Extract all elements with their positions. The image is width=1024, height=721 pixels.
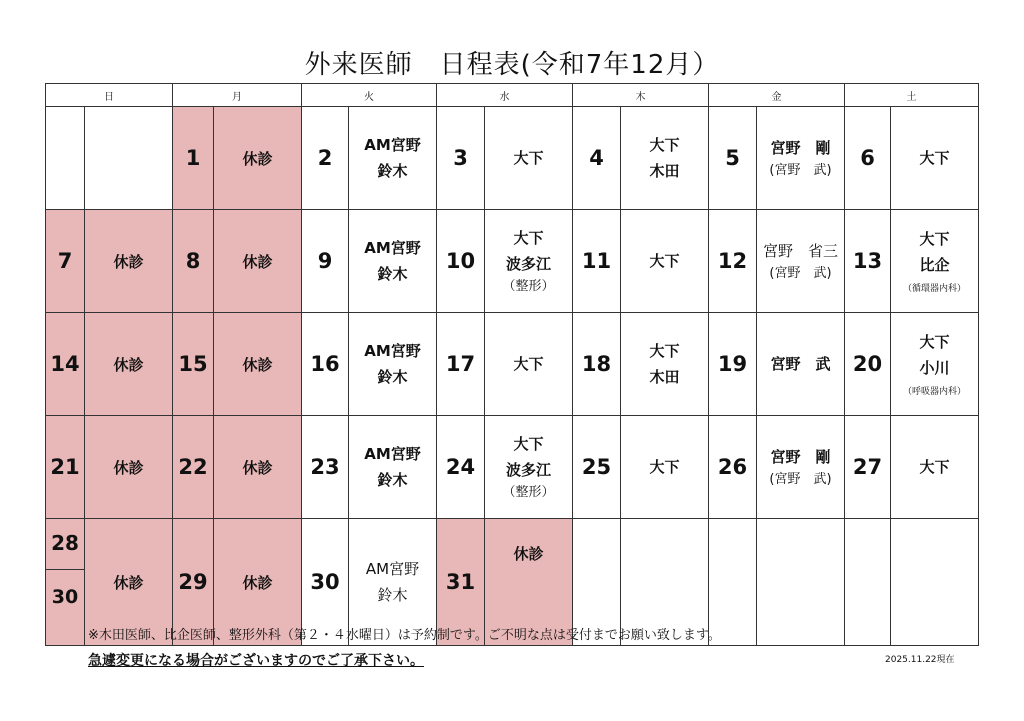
doctor-line: 木田: [649, 368, 680, 386]
doctor-line: 大下: [513, 149, 544, 167]
day-number: 1: [173, 107, 214, 210]
closed-label: 休診: [214, 416, 302, 519]
day-number: 31: [437, 519, 485, 646]
schedule-table: [45, 83, 979, 646]
day-number: 2: [302, 107, 349, 210]
day-number: 5: [709, 107, 757, 210]
weekday-sun: 日: [46, 84, 173, 107]
empty-cell: [757, 519, 845, 646]
doctor-line: 大下: [513, 435, 544, 453]
closed-label: 休診: [214, 519, 302, 646]
closed-label: 休診: [485, 519, 573, 646]
day-doctors: [621, 313, 709, 416]
closed-label: 休診: [214, 313, 302, 416]
doctor-line: AM宮野: [364, 342, 421, 360]
day-number: 16: [302, 313, 349, 416]
weekday-fri: 金: [709, 84, 845, 107]
day-number: 30: [302, 519, 349, 646]
week-row-3: [46, 313, 979, 416]
week-row-4: [46, 416, 979, 519]
day-number: 18: [573, 313, 621, 416]
doctor-line: 大下: [649, 458, 680, 476]
week-row-2: [46, 210, 979, 313]
day-doctors: [349, 107, 437, 210]
doctor-sub-line: (宮野 武): [769, 163, 832, 178]
empty-cell: [891, 519, 979, 646]
weekday-mon: 月: [173, 84, 302, 107]
doctor-line: 比企: [919, 256, 950, 274]
day-doctors: [621, 416, 709, 519]
day-doctors: [485, 416, 573, 519]
day-number: 24: [437, 416, 485, 519]
day-number: 25: [573, 416, 621, 519]
change-warning: 急遽変更になる場合がございますのでご了承下さい。: [88, 653, 424, 669]
weekday-header-row: [46, 84, 979, 107]
day-doctors: [485, 313, 573, 416]
doctor-line: AM宮野: [364, 445, 421, 463]
doctor-line: 小川: [919, 359, 950, 377]
day-number: 29: [173, 519, 214, 646]
doctor-line: 宮野 剛: [770, 139, 831, 157]
page-title: 外来医師 日程表(令和7年12月）: [304, 50, 720, 80]
doctor-line: 宮野 剛: [770, 448, 831, 466]
department-note: （循環器内科）: [902, 284, 966, 294]
as-of-date: 2025.11.22現在: [885, 655, 955, 665]
day-doctors: [349, 210, 437, 313]
doctor-line: 大下: [649, 252, 680, 270]
doctor-line: 鈴木: [377, 586, 408, 604]
doctor-line: 鈴木: [377, 162, 408, 180]
day-number: 21: [46, 416, 85, 519]
doctor-line: 大下: [649, 342, 680, 360]
doctor-line: 宮野 武: [770, 355, 831, 373]
day-number: 23: [302, 416, 349, 519]
closed-label: 休診: [85, 519, 173, 646]
weekday-sat: 土: [845, 84, 979, 107]
day-number: 10: [437, 210, 485, 313]
doctor-line: AM宮野: [364, 239, 421, 257]
day-number-split: [46, 519, 85, 646]
doctor-line: 大下: [513, 229, 544, 247]
day-number: 19: [709, 313, 757, 416]
day-doctors: [891, 416, 979, 519]
reservation-note: ※木田医師、比企医師、整形外科（第２・４水曜日）は予約制です。ご不明な点は受付までお願い致します。: [88, 628, 721, 643]
closed-label: 休診: [85, 210, 173, 313]
doctor-line: 鈴木: [377, 265, 408, 283]
closed-label: 休診: [85, 313, 173, 416]
day-doctors: [85, 107, 173, 210]
doctor-line: AM宮野: [364, 136, 421, 154]
doctor-line: 大下: [649, 136, 680, 154]
day-doctors: [485, 107, 573, 210]
day-number: 8: [173, 210, 214, 313]
day-number: 20: [845, 313, 891, 416]
day-number: 11: [573, 210, 621, 313]
day-number: 30: [51, 586, 79, 608]
day-doctors: [891, 107, 979, 210]
day-number: 13: [845, 210, 891, 313]
doctor-line: 鈴木: [377, 471, 408, 489]
day-doctors: [485, 210, 573, 313]
week-row-1: [46, 107, 979, 210]
doctor-line: 大下: [919, 149, 950, 167]
doctor-line: AM宮野: [365, 560, 420, 578]
doctor-line: 大下: [919, 458, 950, 476]
doctor-sub-line: （整形）: [502, 279, 555, 294]
doctor-line: 波多江: [505, 255, 551, 273]
day-number: 4: [573, 107, 621, 210]
day-doctors: [757, 107, 845, 210]
day-doctors: [757, 313, 845, 416]
day-doctors: [891, 210, 979, 313]
day-number: 26: [709, 416, 757, 519]
day-doctors: [621, 210, 709, 313]
day-number: 22: [173, 416, 214, 519]
day-number: 3: [437, 107, 485, 210]
closed-label: 休診: [85, 416, 173, 519]
day-doctors: [349, 416, 437, 519]
day-number: 12: [709, 210, 757, 313]
doctor-line: 宮野 省三: [762, 242, 838, 260]
empty-cell: [845, 519, 891, 646]
department-note: （呼吸器内科）: [902, 387, 966, 397]
weekday-tue: 火: [302, 84, 437, 107]
day-doctors: [757, 210, 845, 313]
day-number: 17: [437, 313, 485, 416]
weekday-wed: 水: [437, 84, 573, 107]
day-number: [46, 107, 85, 210]
closed-label: 休診: [214, 210, 302, 313]
day-number: 7: [46, 210, 85, 313]
doctor-line: 大下: [919, 230, 950, 248]
day-doctors: [621, 107, 709, 210]
day-number: 6: [845, 107, 891, 210]
day-number: 28: [46, 519, 84, 570]
day-number: 9: [302, 210, 349, 313]
day-number: 15: [173, 313, 214, 416]
doctor-line: 鈴木: [377, 368, 408, 386]
doctor-line: 木田: [649, 162, 680, 180]
doctor-sub-line: (宮野 武): [769, 472, 832, 487]
weekday-thu: 木: [573, 84, 709, 107]
day-doctors: [349, 313, 437, 416]
day-number: 14: [46, 313, 85, 416]
day-number: 27: [845, 416, 891, 519]
closed-label: 休診: [214, 107, 302, 210]
day-doctors: [891, 313, 979, 416]
doctor-line: 大下: [513, 355, 544, 373]
doctor-line: 波多江: [505, 461, 551, 479]
day-doctors: [757, 416, 845, 519]
doctor-sub-line: （整形）: [502, 485, 555, 500]
doctor-sub-line: (宮野 武): [769, 266, 832, 281]
doctor-line: 大下: [919, 333, 950, 351]
